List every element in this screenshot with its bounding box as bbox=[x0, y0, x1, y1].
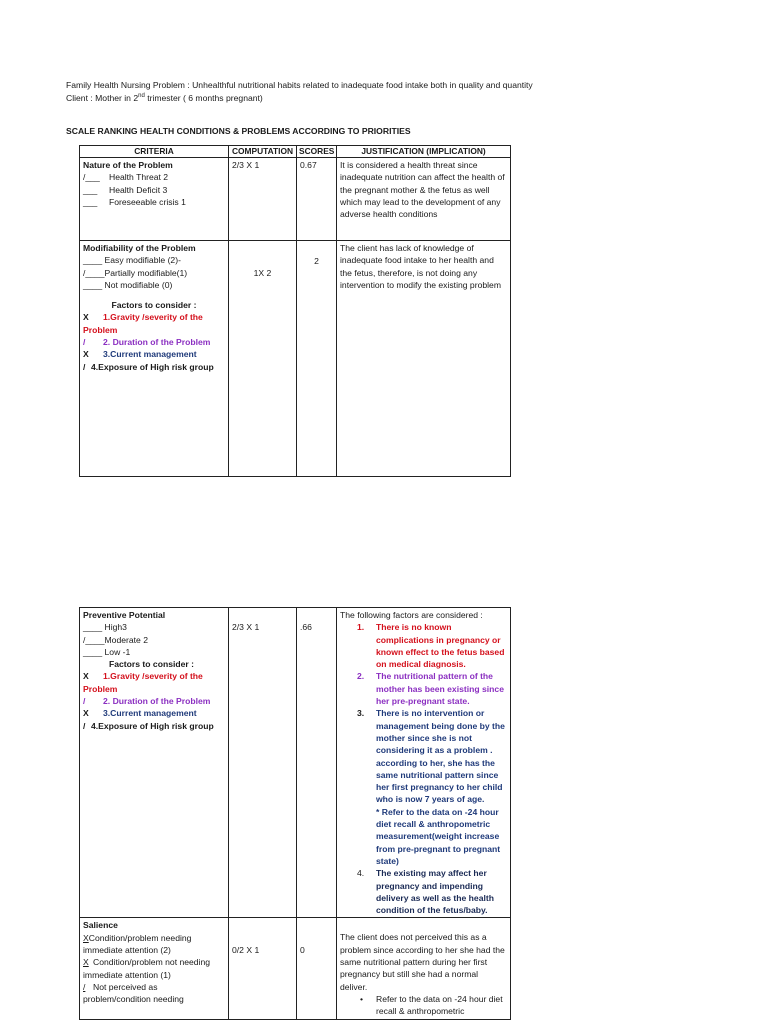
modifiability-option: ____ Not modifiable (0) bbox=[83, 279, 173, 290]
factor-gravity: X 1.Gravity /severity of the Problem bbox=[83, 671, 203, 694]
header-criteria: CRITERIA bbox=[80, 146, 229, 158]
table-header-row bbox=[80, 146, 511, 158]
modifiability-option: ____ Easy modifiable (2)- bbox=[83, 255, 181, 266]
preventive-option: ____ Low -1 bbox=[83, 646, 131, 657]
header-justification: JUSTIFICATION (IMPLICATION) bbox=[337, 146, 511, 158]
nature-title: Nature of the Problem bbox=[83, 160, 173, 170]
factors-title: Factors to consider : bbox=[111, 300, 197, 311]
salience-score: 0 bbox=[297, 918, 337, 1019]
salience-text: The client does not perceived this as a problem since according to her she had the same nutritional pattern during her first pregnancy but still she had a normal deliver. bbox=[340, 932, 505, 992]
modifiability-computation: 1X 2 bbox=[229, 241, 297, 477]
client-prefix: Client : Mother in 2 bbox=[66, 93, 139, 103]
salience-option: XCondition/problem needing immediate attention (2) bbox=[83, 932, 192, 956]
salience-title: Salience bbox=[83, 920, 118, 931]
factor-management: X 3.Current management bbox=[83, 349, 197, 360]
salience-option: X Condition/problem not needing immediate attention (1) bbox=[83, 957, 211, 980]
modifiability-criteria-cell bbox=[80, 241, 229, 477]
justification-list bbox=[340, 621, 507, 916]
list-item: * Refer to the data on -24 hour diet recall & anthropometric measurement(weight increase from pre-pregnant to pregnant state) bbox=[376, 806, 501, 866]
nature-computation: 2/3 X 1 bbox=[229, 158, 297, 241]
modifiability-option: /____Partially modifiable(1) bbox=[83, 267, 188, 278]
preventive-option: /____Moderate 2 bbox=[83, 634, 148, 645]
preventive-title: Preventive Potential bbox=[83, 610, 166, 620]
factor-exposure: / 4.Exposure of High risk group bbox=[83, 720, 214, 731]
modifiability-justification: The client has lack of knowledge of inadequate food intake to her health and the fetus, therefore, is not doing any intervention to modify the existing problem bbox=[337, 241, 511, 477]
preventive-justification bbox=[337, 608, 511, 918]
preventive-row bbox=[80, 608, 511, 918]
header-computation: COMPUTATION bbox=[229, 146, 297, 158]
modifiability-title: Modifiability of the Problem bbox=[83, 243, 196, 253]
list-item: 3. There is no intervention or management being done by the mother since she is not considering it as a problem . according to her, she has the same nutritional pattern since her first pregnancy to her child who is now 7 years of age. bbox=[357, 708, 505, 805]
list-item: 1. There is no known complications in pregnancy or known effect to the fetus based on medical diagnosis. bbox=[357, 622, 505, 670]
client-statement bbox=[66, 92, 263, 104]
nature-option: /___ Health Threat 2 bbox=[83, 172, 169, 183]
factor-duration: / 2. Duration of the Problem bbox=[83, 337, 211, 348]
nature-option: ___ Health Deficit 3 bbox=[83, 184, 168, 195]
priority-table-1 bbox=[79, 145, 511, 477]
nature-criteria-cell bbox=[80, 158, 229, 241]
preventive-option: ____ High3 bbox=[83, 622, 127, 633]
scale-title: SCALE RANKING HEALTH CONDITIONS & PROBLEMS ACCORDING TO PRIORITIES bbox=[66, 126, 411, 136]
modifiability-score: 2 bbox=[297, 241, 337, 477]
list-item: 2. The nutritional pattern of the mother has been existing since her pre-pregnant state. bbox=[357, 671, 504, 707]
nature-justification: It is considered a health threat since inadequate nutrition can affect the health of the pregnant mother & the fetus as well which may lead to the development of any adverse health conditions bbox=[337, 158, 511, 241]
factor-management: X 3.Current management bbox=[83, 708, 197, 719]
client-superscript: nd bbox=[138, 93, 145, 100]
nature-row bbox=[80, 158, 511, 241]
nature-score: 0.67 bbox=[297, 158, 337, 241]
salience-computation: 0/2 X 1 bbox=[229, 918, 297, 1019]
client-suffix: trimester ( 6 months pregnant) bbox=[144, 93, 263, 103]
salience-justification bbox=[337, 918, 511, 1019]
problem-statement: Family Health Nursing Problem : Unhealthful nutritional habits related to inadequate food intake both in quality and quantity bbox=[66, 80, 533, 90]
factor-gravity: X 1.Gravity /severity of the Problem bbox=[83, 312, 203, 335]
factor-duration: / 2. Duration of the Problem bbox=[83, 696, 211, 707]
modifiability-row bbox=[80, 241, 511, 477]
salience-bullet: • Refer to the data on -24 hour diet recall & anthropometric bbox=[360, 993, 503, 1017]
list-item: 4. The existing may affect her pregnancy and impending delivery as well as the health condition of the fetus/baby. bbox=[357, 868, 494, 916]
preventive-score: .66 bbox=[297, 608, 337, 918]
salience-option: / Not perceived as problem/condition needing bbox=[83, 981, 184, 1005]
factor-exposure: / 4.Exposure of High risk group bbox=[83, 361, 214, 372]
preventive-computation: 2/3 X 1 bbox=[229, 608, 297, 918]
header-scores: SCORES bbox=[297, 146, 337, 158]
salience-row bbox=[80, 918, 511, 1019]
salience-criteria-cell bbox=[80, 918, 229, 1019]
nature-option: ___ Foreseeable crisis 1 bbox=[83, 196, 186, 207]
preventive-criteria-cell bbox=[80, 608, 229, 918]
factors-title: Factors to consider : bbox=[109, 659, 194, 670]
priority-table-2 bbox=[79, 607, 511, 1020]
justification-intro: The following factors are considered : bbox=[340, 610, 483, 620]
